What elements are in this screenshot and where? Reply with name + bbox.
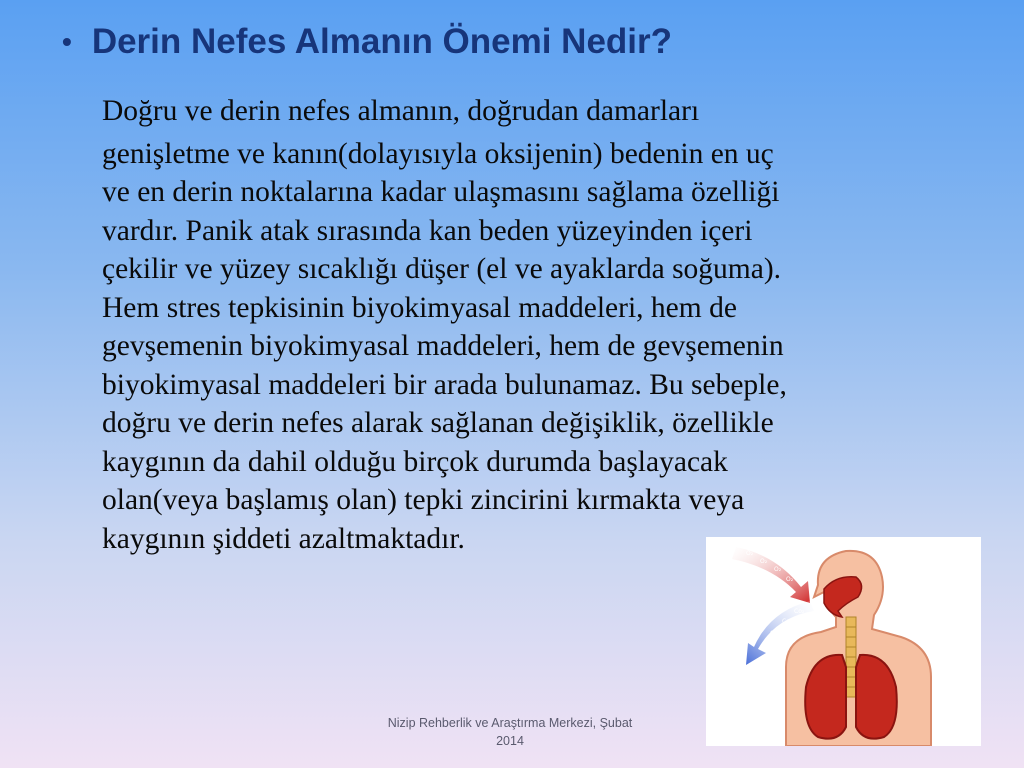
body-line: çekilir ve yüzey sıcaklığı düşer (el ve ayaklarda soğuma). bbox=[102, 253, 782, 285]
bullet-icon: • bbox=[62, 26, 72, 57]
body-line: ve en derin noktalarına kadar ulaşmasını sağlama özelliği bbox=[102, 176, 780, 208]
body-line: vardır. Panik atak sırasında kan beden yüzeyinden içeri bbox=[102, 214, 753, 247]
body-line: olan(veya başlamış olan) tepki zincirini kırmakta veya bbox=[102, 484, 745, 516]
body-line: biyokimyasal maddeleri bir arada bulunamaz. Bu sebeple, bbox=[102, 368, 787, 401]
inhale-label: O₂ bbox=[786, 576, 794, 583]
body-line: Hem stres tepkisinin biyokimyasal maddeleri, hem de bbox=[102, 291, 737, 324]
trachea bbox=[846, 617, 856, 697]
body-paragraph bbox=[102, 92, 982, 558]
body-line: genişletme ve kanın(dolayısıyla oksijenin) bedenin en uç bbox=[102, 137, 774, 170]
inhale-label: O₂ bbox=[774, 566, 782, 573]
exhale-label: Co₂ bbox=[770, 630, 781, 637]
heading-text: Derin Nefes Almanın Önemi Nedir? bbox=[91, 22, 673, 61]
body-line: Doğru ve derin nefes almanın, doğrudan damarları bbox=[102, 95, 700, 127]
body-line: doğru ve derin nefes alarak sağlanan değişiklik, özellikle bbox=[102, 407, 774, 439]
body-line: kaygının şiddeti azaltmaktadır. bbox=[102, 522, 465, 555]
exhale-label: Co₂ bbox=[794, 608, 805, 615]
body-line: kaygının da dahil olduğu birçok durumda başlayacak bbox=[102, 445, 728, 478]
respiratory-system-image bbox=[706, 537, 981, 746]
slide-heading bbox=[62, 22, 1002, 62]
body-line: gevşemenin biyokimyasal maddeleri, hem de gevşemenin bbox=[102, 330, 784, 362]
footer-line: Nizip Rehberlik ve Araştırma Merkezi, Şubat bbox=[387, 716, 633, 730]
slide-footer bbox=[345, 714, 675, 750]
respiratory-system-illustration bbox=[706, 537, 981, 746]
exhale-label: Co₂ bbox=[762, 642, 773, 649]
exhale-label: Co₂ bbox=[782, 618, 793, 625]
inhale-label: O₂ bbox=[760, 558, 768, 565]
footer-line: 2014 bbox=[496, 734, 524, 748]
inhale-arrow bbox=[732, 547, 810, 603]
inhale-label: O₂ bbox=[746, 550, 754, 557]
